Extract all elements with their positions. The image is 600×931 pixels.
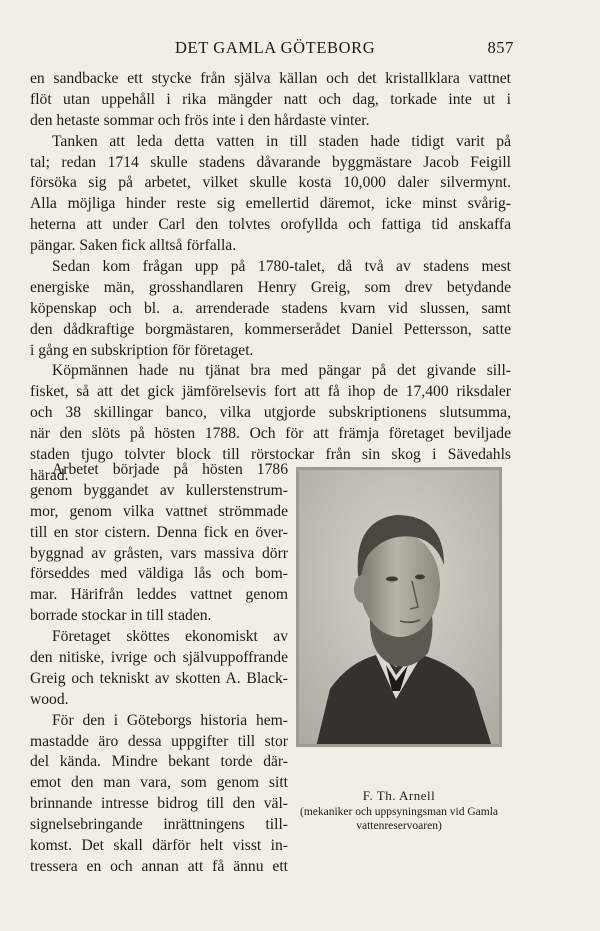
- text-line: staden tjugo tolvter block till rörstockar från sin skog i Sävedahls: [30, 446, 511, 464]
- text-line: Arbetet började på hösten 1786: [52, 461, 288, 478]
- text-line: brinnande intresse bidrog till den väl-: [30, 795, 288, 813]
- running-header: [175, 38, 514, 58]
- text-line: emot den man vara, som genom sitt: [30, 774, 288, 792]
- caption-name: F. Th. Arnell: [362, 788, 436, 803]
- text-line: Företaget sköttes ekonomiskt av: [52, 628, 288, 646]
- text-line: genom byggandet av kullerstenstrum-: [30, 481, 288, 499]
- text-line: den nitiske, ivrige och självuppoffrande: [30, 649, 288, 667]
- text-line: Greig och tekniskt av skotten A. Black-: [30, 669, 288, 687]
- text-line: till en stor cistern. Denna fick en över-: [30, 523, 288, 541]
- text-line: Köpmännen hade nu tjänat bra med pängar på det givande sill-: [52, 362, 511, 380]
- text-line: wood.: [30, 690, 69, 708]
- text-line: heterna att under Carl den tolvtes orofyllda och fattiga tid anskaffa: [30, 216, 511, 234]
- text-line: den dådkraftige borgmästaren, kommerserådet Daniel Pettersson, satte: [30, 320, 511, 338]
- text-line: mor, genom vilka vattnet strömmade: [30, 502, 288, 520]
- text-line: mastadde äro dessa uppgifter till stor: [30, 732, 288, 750]
- text-line: Alla möjliga hinder reste sig emellertid däremot, icke minst svårig-: [30, 195, 511, 213]
- page-number: 857: [487, 38, 514, 57]
- text-line: förseddes med väldiga lås och bom-: [30, 565, 288, 583]
- text-line: energiske män, grosshandlaren Henry Greig, som drev betydande: [30, 278, 511, 296]
- text-line: borrade stockar in till staden.: [30, 607, 212, 625]
- text-line: flöt utan uppehåll i rika mängder natt och dag, torkade inte ut i: [30, 90, 511, 108]
- text-line: tressera en och annan att få ännu ett: [30, 857, 288, 875]
- caption-line: (mekaniker och uppsyningsman vid Gamla: [299, 806, 498, 818]
- text-line: och 38 skillingar banco, vilka utgjorde subskriptionens slutsumma,: [30, 404, 511, 422]
- text-line: byggnad av gråsten, vars massiva dörr: [30, 544, 288, 562]
- text-line: den hetaste sommar och frös inte i den hårdaste vinter.: [30, 111, 370, 129]
- text-line: signelsebringande inrättningens till-: [30, 816, 288, 834]
- portrait-photo: [296, 467, 502, 747]
- text-line: härad.: [30, 466, 69, 484]
- text-line: fisket, så att det gick jämförelsevis fort att få ihop de 17,400 riksdaler: [30, 383, 511, 401]
- text-line: mar. Härifrån leddes vattnet genom: [30, 586, 288, 604]
- text-line: tal; redan 1714 skulle stadens dåvarande byggmästare Jacob Feigill: [30, 153, 511, 171]
- text-line: försöka sig på arbetet, vilket skulle kosta 10,000 daler silvermynt.: [30, 174, 511, 192]
- body-text: [30, 69, 511, 487]
- text-line: För den i Göteborgs historia hem-: [52, 711, 288, 729]
- running-title: DET GAMLA GÖTEBORG: [175, 38, 376, 57]
- text-line: Sedan kom frågan upp på 1780-talet, då två av stadens mest: [52, 258, 511, 276]
- caption-line: vattenreservoaren): [356, 820, 442, 832]
- text-line: när den slöts på hösten 1788. Och för att främja företaget beviljade: [30, 425, 511, 443]
- text-line: köpenskap och bl. a. arrenderade stadens kvarn vid slussen, samt: [30, 299, 511, 317]
- photo-caption: [292, 789, 506, 833]
- column-text: [30, 460, 288, 878]
- text-line: en sandbacke ett stycke från själva källan och det kristallklara vattnet: [30, 70, 511, 87]
- text-line: pängar. Saken fick alltså förfalla.: [30, 237, 237, 255]
- text-line: del kända. Mindre bekant torde där-: [30, 753, 288, 771]
- text-line: komst. Det skall därför helt visst in-: [30, 837, 288, 855]
- text-line: i gång en subskription för företaget.: [30, 341, 254, 359]
- text-line: Tanken att leda detta vatten in till staden hade tidigt varit på: [52, 132, 511, 150]
